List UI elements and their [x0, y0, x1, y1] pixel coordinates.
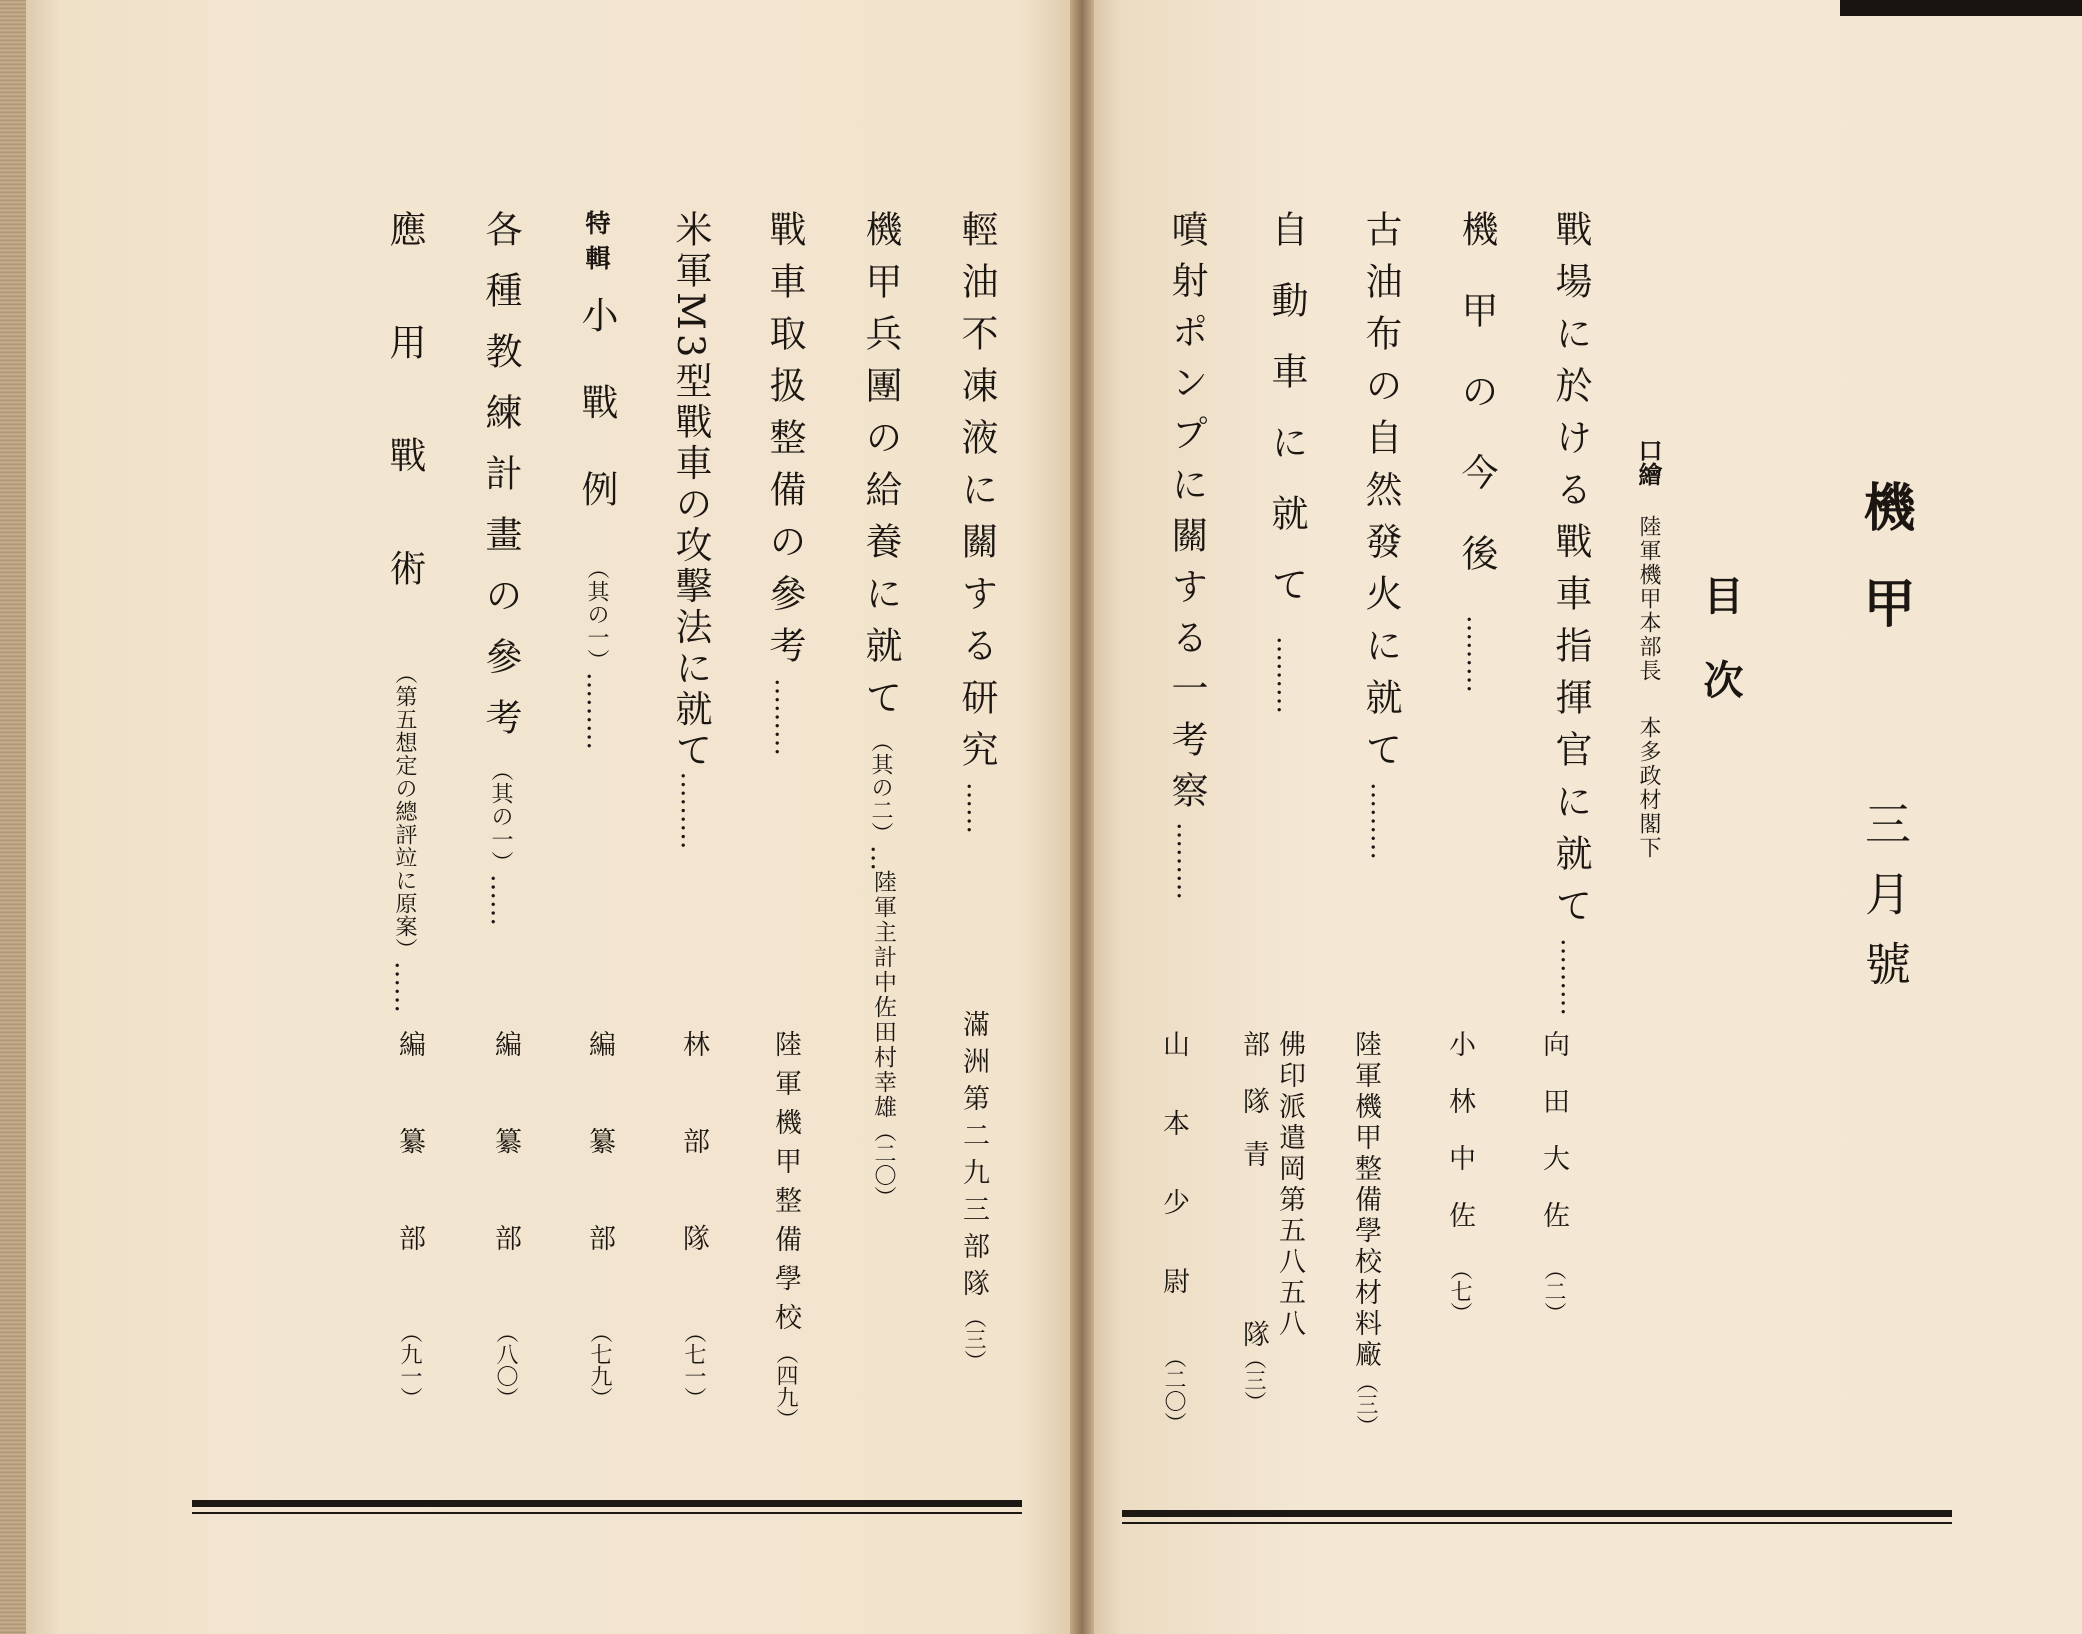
- toc-entry-author: 陸軍機甲整備學校（四九）: [770, 1030, 801, 1430]
- toc-entry-author: 陸軍機甲整備學校材料廠（三）: [1350, 1030, 1381, 1437]
- toc-entry-author: 陸軍主計中佐田村幸雄（二〇）: [870, 870, 896, 1208]
- toc-entry-title: 小戰例: [575, 296, 618, 557]
- toc-entry-author: 編纂部（七九）: [584, 1030, 615, 1409]
- toc-entry-author: 部隊: [1238, 1030, 1269, 1144]
- frontispiece: [1634, 438, 1663, 860]
- toc-entry-title: 噴射ポンプに關する一考察: [1165, 210, 1208, 822]
- toc-entry-author: 向田大佐（二）: [1538, 1030, 1569, 1324]
- issue-label: 三月號: [1858, 800, 1912, 1010]
- toc-entry[interactable]: 機甲兵團の給養に就て（其の二）…: [859, 210, 902, 871]
- toc-entry-title: 各種教練計畫の參考: [479, 210, 522, 759]
- toc-entry-title: 戰場に於ける戰車指揮官に就て: [1549, 210, 1592, 938]
- toc-heading: 目次: [1697, 575, 1744, 743]
- book-gutter: [1070, 0, 1094, 1634]
- frontispiece-role: 陸軍機甲本部長: [1636, 515, 1661, 683]
- toc-entry[interactable]: 自動車に就て………: [1265, 210, 1308, 714]
- toc-entry[interactable]: 古油布の自然發火に就て………: [1359, 210, 1402, 860]
- bottom-rule-thin: [1122, 1522, 1952, 1524]
- frontispiece-name: 本多政材閣下: [1636, 716, 1661, 860]
- magazine-title: 機甲: [1854, 480, 1915, 672]
- toc-entry[interactable]: 戰場に於ける戰車指揮官に就て………: [1549, 210, 1592, 1016]
- toc-entry-author: 隊（三）: [1238, 1320, 1269, 1413]
- toc-entry-author: 編纂部（八〇）: [490, 1030, 521, 1409]
- toc-entry[interactable]: 戰車取扱整備の參考………: [763, 210, 806, 756]
- toc-entry-author: 小林中佐（七）: [1444, 1030, 1475, 1324]
- toc-entry-title: 米軍M3型戰車の攻擊法に就て: [669, 210, 712, 772]
- toc-entry-author: 編纂部（九一）: [394, 1030, 425, 1409]
- toc-entry[interactable]: 機甲の今後………: [1455, 210, 1498, 693]
- toc-entry[interactable]: 米軍M3型戰車の攻擊法に就て………: [669, 210, 712, 850]
- toc-entry-title: 自動車に就て: [1265, 210, 1308, 636]
- toc-entry-title: 機甲の今後: [1455, 210, 1498, 615]
- page-edge: [0, 0, 26, 1634]
- binding-tape: [1840, 0, 2082, 16]
- toc-entry[interactable]: 應用戰術（第五想定の總評竝に原案）……: [383, 210, 426, 1013]
- toc-entry-author: 滿洲第二九三部隊（三）: [958, 1010, 989, 1372]
- toc-entry-title: 輕油不凍液に關する研究: [955, 210, 998, 782]
- toc-entry-author: 青: [1238, 1140, 1269, 1167]
- toc-entry-title: 應用戰術: [383, 210, 426, 662]
- toc-entry[interactable]: 噴射ポンプに關する一考察………: [1165, 210, 1208, 900]
- toc-entry[interactable]: 輕油不凍液に關する研究……: [955, 210, 998, 834]
- bottom-rule: [192, 1500, 1022, 1507]
- toc-entry-author: 林部隊（七一）: [678, 1030, 709, 1409]
- toc-entry-author: 山本少尉（二〇）: [1158, 1030, 1189, 1434]
- toc-entry[interactable]: 特輯小戰例（其の一）………: [575, 210, 618, 750]
- toc-entry[interactable]: 各種教練計畫の參考（其の一）……: [479, 210, 522, 926]
- toc-entry-author: 佛印派遣岡第五八五八: [1274, 1030, 1305, 1340]
- frontispiece-label: 口繪: [1634, 438, 1663, 486]
- special-tag: 特輯: [582, 210, 611, 280]
- toc-entry-title: 戰車取扱整備の參考: [763, 210, 806, 678]
- bottom-rule-thin: [192, 1512, 1022, 1514]
- toc-entry-title: 古油布の自然發火に就て: [1359, 210, 1402, 782]
- toc-entry-title: 機甲兵團の給養に就て: [859, 210, 902, 730]
- bottom-rule: [1122, 1510, 1952, 1517]
